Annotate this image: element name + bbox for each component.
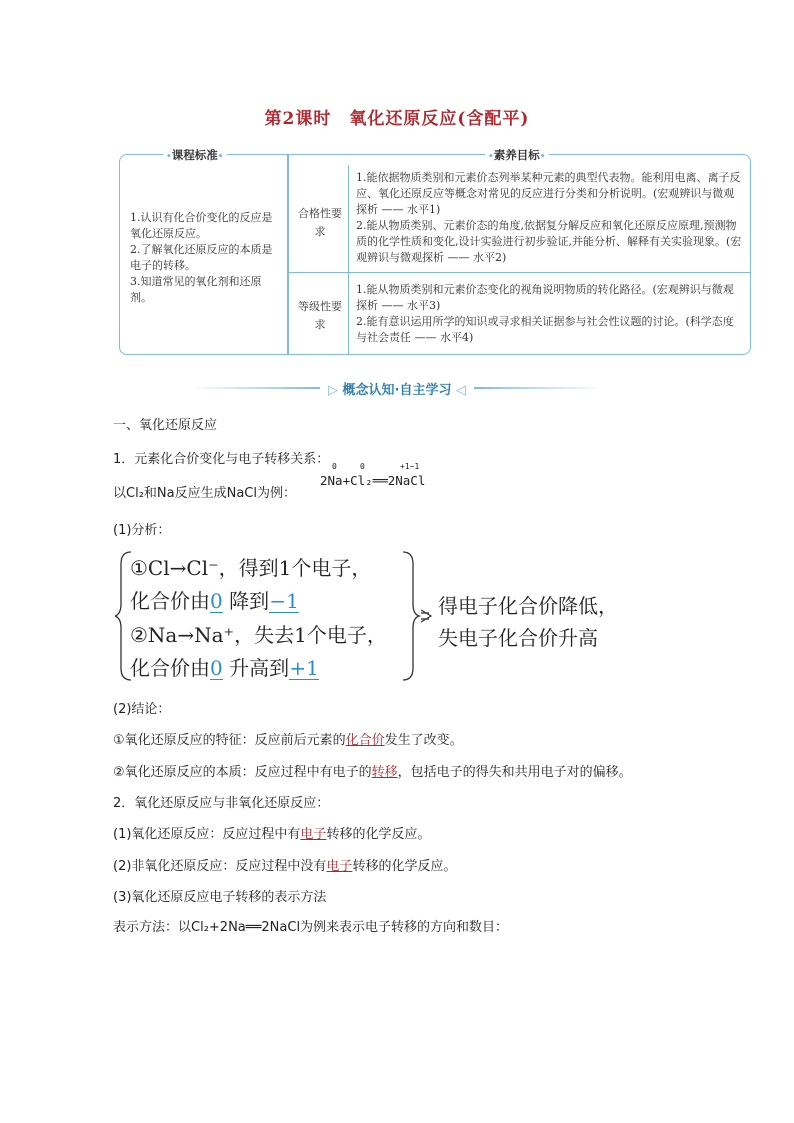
diagram-line-3: ②Na→Na⁺，失去1个电子， — [130, 623, 387, 647]
goal-item: 2.能从物质类别、元素价态的角度,依据复分解反应和氧化还原反应原理,预测物质的化学性质和变化,设计实验进行初步验证,并能分析、解释有关实验现象。(宏观辨识与微观探析 —— 水平2) — [356, 219, 742, 264]
standards-list — [130, 210, 280, 306]
answer-blank: −1 — [269, 589, 299, 613]
heading-1: 一、氧化还原反应 — [113, 418, 218, 433]
conclusion-label: (2)结论： — [113, 702, 171, 717]
diagram-line-1: ①Cl→Cl⁻，得到1个电子， — [130, 556, 372, 580]
section-bar — [190, 378, 604, 398]
heading-3: 2．氧化还原反应与非氧化还原反应： — [113, 796, 330, 811]
definition-2: (2)非氧化还原反应：反应过程中没有电子转移的化学反应。 — [113, 859, 457, 874]
page-title: 第2课时 氧化还原反应(含配平) — [264, 109, 530, 129]
definition-1: (1)氧化还原反应：反应过程中有电子转移的化学反应。 — [113, 827, 431, 842]
diagram-result-2: 失电子化合价升高 — [438, 626, 598, 650]
answer-blank: 0 — [210, 656, 223, 680]
label-divider — [348, 165, 349, 354]
row-divider — [288, 272, 750, 273]
equation — [320, 462, 426, 488]
basic-goals — [356, 170, 744, 266]
definition-3: (3)氧化还原反应电子转移的表示方法 — [113, 890, 327, 905]
standard-item: 3.知道常见的氧化剂和还原剂。 — [130, 275, 262, 304]
answer: 电子 — [326, 859, 353, 874]
conclusion-2: ②氧化还原反应的本质：反应过程中有电子的转移，包括电子的得失和共用电子对的偏移。 — [113, 765, 632, 780]
answer-blank: 0 — [210, 589, 223, 613]
right-brace — [403, 552, 419, 680]
diagram-line-2: 化合价由0 降到−1 — [130, 589, 299, 613]
advanced-goals — [356, 282, 744, 346]
section-title: ▷ 概念认知·自主学习 ◁ — [327, 383, 466, 398]
standard-item: 2.了解氧化还原反应的本质是电子的转移。 — [130, 243, 273, 272]
goal-item: 2.能有意识运用所学的知识或寻求相关证据参与社会性议题的讨论。(科学态度与社会责任 —— 水平4) — [356, 315, 734, 344]
ox-state: +1−1 — [400, 462, 420, 471]
standards-header: •课程标准• — [163, 147, 227, 163]
answer: 电子 — [300, 827, 327, 842]
goals-header: •素养目标• — [485, 147, 549, 163]
row-label-advanced: 等级性要求 — [298, 300, 342, 331]
diagram-line-4: 化合价由0 升高到+1 — [130, 656, 319, 680]
analysis-label: (1)分析： — [113, 523, 171, 538]
representation-method: 表示方法：以Cl₂+2Na══2NaCl为例来表示电子转移的方向和数目： — [113, 920, 509, 935]
ox-state: 0 — [332, 462, 337, 471]
standard-item: 1.认识有化合价变化的反应是氧化还原反应。 — [130, 211, 273, 240]
ox-state: 0 — [360, 462, 365, 471]
conclusion-1: ①氧化还原反应的特征：反应前后元素的化合价发生了改变。 — [113, 733, 463, 748]
equation-text: 2Na+Cl₂══2NaCl — [320, 473, 426, 488]
answer-blank: +1 — [289, 656, 319, 680]
arrow-icon — [421, 610, 431, 622]
example-text: 以Cl₂和Na反应生成NaCl为例： — [113, 486, 296, 501]
column-divider — [287, 155, 289, 354]
heading-2: 1．元素化合价变化与电子转移关系： — [113, 452, 330, 467]
answer: 化合价 — [345, 733, 385, 748]
answer: 转移 — [371, 765, 398, 780]
goal-item: 1.能从物质类别和元素价态变化的视角说明物质的转化路径。(宏观辨识与微观探析 —— 水平3) — [356, 283, 734, 312]
diagram-result-1: 得电子化合价降低， — [438, 594, 618, 618]
row-label-basic: 合格性要求 — [298, 207, 342, 238]
left-brace — [115, 552, 131, 680]
goal-item: 1.能依据物质类别和元素价态列举某种元素的典型代表物。能利用电离、离子反应、氧化还原反应等概念对常见的反应进行分类和分析说明。(宏观辨识与微观探析 —— 水平1) — [356, 171, 741, 216]
